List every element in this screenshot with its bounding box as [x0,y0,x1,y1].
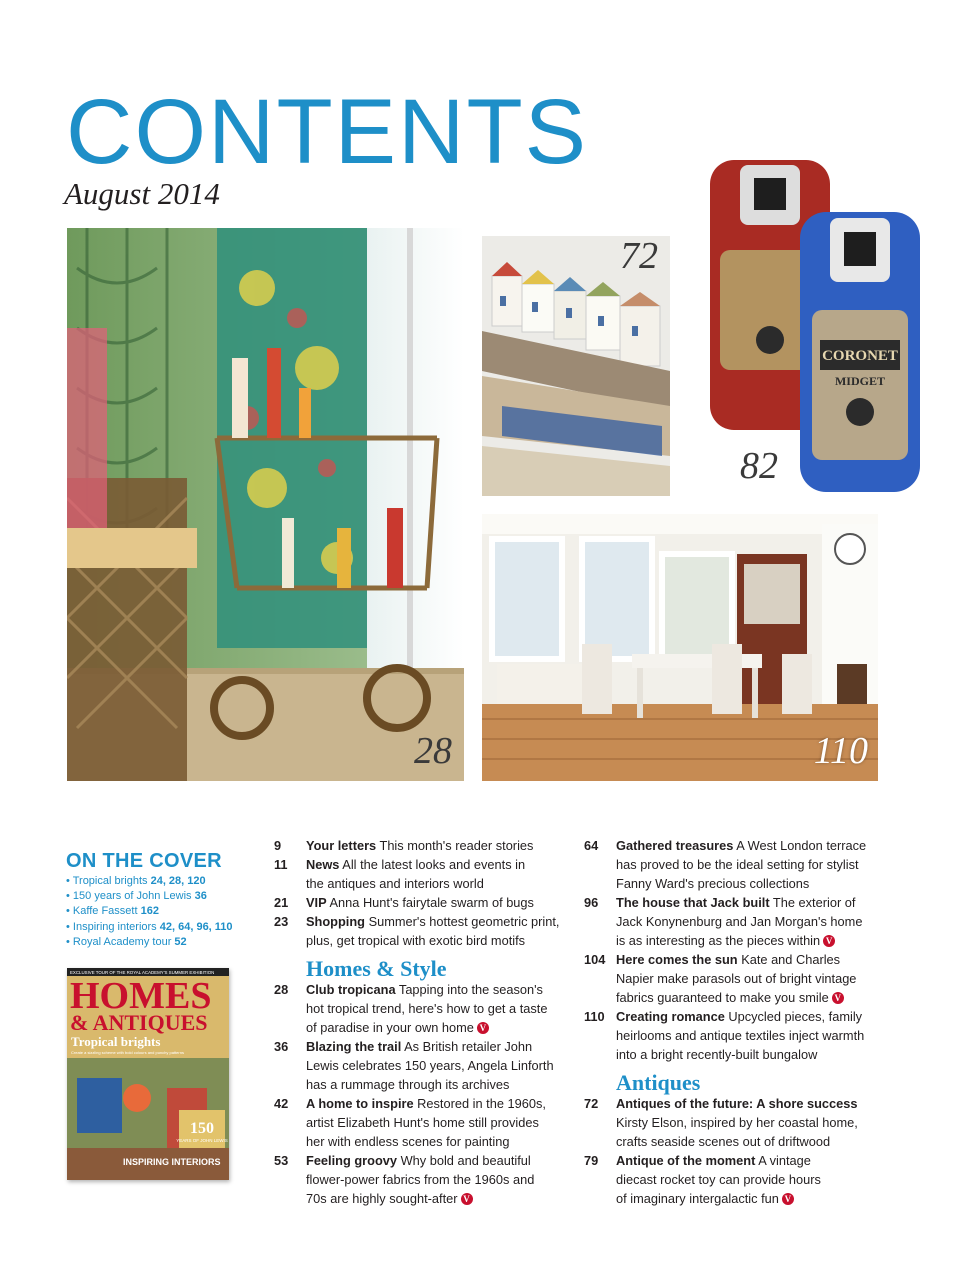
list-item[interactable]: 23 Shopping Summer's hottest geometric print, plus, get tropical with exotic bird motifs [274,914,560,948]
camera-model: MIDGET [834,374,886,388]
on-the-cover-list [66,874,233,950]
camera-brand: CORONET [822,348,898,364]
magazine-banner: EXCLUSIVE TOUR OF THE ROYAL ACADEMY'S SUMMER EXHIBITION [70,970,215,975]
vintage-mark-icon: V [823,935,835,947]
magazine-title-2: & ANTIQUES [70,1010,208,1035]
list-item[interactable]: • Tropical brights 24, 28, 120 [66,875,206,887]
list-item[interactable]: 11 News All the latest looks and events in the antiques and interiors world [274,857,526,891]
list-item[interactable]: • Royal Academy tour 52 [66,935,187,948]
list-item[interactable]: 104 Here comes the sun Kate and Charles Napier make parasols out of bright vintage fabrics guaranteed to make you smile V [584,952,857,1005]
list-item[interactable]: 28 Club tropicana Tapping into the season's hot tropical trend, here's how to get a taste of paradise in your own home V [274,982,548,1035]
list-item[interactable]: 53 Feeling groovy Why bold and beautiful flower-power fabrics from the 1960s and 70s are highly sought-after V [274,1153,535,1206]
magazine-badge-number: 150 [190,1120,214,1137]
list-item[interactable]: 110 Creating romance Upcycled pieces, family heirlooms and antique textiles inject warmth into a bright recently-built bungalow [584,1009,865,1062]
page-number-82: 82 [740,445,778,487]
list-item[interactable]: 42 A home to inspire Restored in the 1960s, artist Elizabeth Hunt's home still provides her with endless scenes for painting [274,1096,546,1149]
photo-dining-room[interactable] [482,514,878,781]
page-number-28: 28 [414,730,452,772]
cameras-illustration [690,140,930,500]
magazine-strap: Create a sizzling scheme with bold colours and punchy patterns [71,1050,184,1055]
magazine-footer: INSPIRING INTERIORS [123,1157,221,1167]
magazine-badge-text: YEARS OF JOHN LEWIS [176,1138,228,1143]
on-the-cover-heading: ON THE COVER [66,850,222,872]
magazine-coverline: Tropical brights [71,1034,161,1049]
contents-column-1 [274,836,574,1208]
list-item[interactable]: 79 Antique of the moment A vintage diecast rocket toy can provide hours of imaginary intergalactic fun V [584,1153,821,1206]
list-item[interactable]: • 150 years of John Lewis 36 [66,890,207,903]
section-homes-style: Homes & Style [306,956,447,981]
magazine-cover-art [67,968,229,1180]
vintage-mark-icon: V [477,1022,489,1034]
magazine-title-1: HOMES [70,975,212,1017]
contents-column-2 [584,836,884,1208]
photo-driftwood-houses[interactable] [482,236,670,496]
vintage-mark-icon: V [461,1193,473,1205]
list-item[interactable]: 72 Antiques of the future: A shore success Kirsty Elson, inspired by her coastal home, crafts seaside scenes out of driftwood [584,1096,858,1149]
page-title: CONTENTS [66,81,588,183]
list-item[interactable]: 36 Blazing the trail As British retailer John Lewis celebrates 150 years, Angela Linforth has a rummage through its archives [274,1039,554,1092]
page-number-110: 110 [813,730,868,772]
list-item[interactable]: 96 The house that Jack built The exterior of Jack Konynenburg and Jan Morgan's home is as interesting as the pieces within V [584,895,863,948]
list-item[interactable]: 21 VIP Anna Hunt's fairytale swarm of bugs [274,895,534,910]
vintage-mark-icon: V [782,1193,794,1205]
section-antiques: Antiques [616,1070,701,1095]
vintage-mark-icon: V [832,992,844,1004]
photo-coronet-cameras[interactable] [690,140,930,500]
photo-drinks-trolley[interactable] [67,228,464,781]
magazine-cover-thumbnail[interactable] [67,968,229,1180]
list-item[interactable]: 9 Your letters This month's reader stories [274,838,534,853]
list-item[interactable]: • Kaffe Fassett 162 [66,905,159,918]
list-item[interactable]: • Inspiring interiors 42, 64, 96, 110 [66,920,233,933]
drinks-trolley-illustration [67,228,464,781]
page-number-72: 72 [620,236,658,277]
list-item[interactable]: 64 Gathered treasures A West London terrace has proved to be the ideal setting for stylist Fanny Ward's precious collections [584,838,867,891]
issue-date: August 2014 [64,176,220,211]
